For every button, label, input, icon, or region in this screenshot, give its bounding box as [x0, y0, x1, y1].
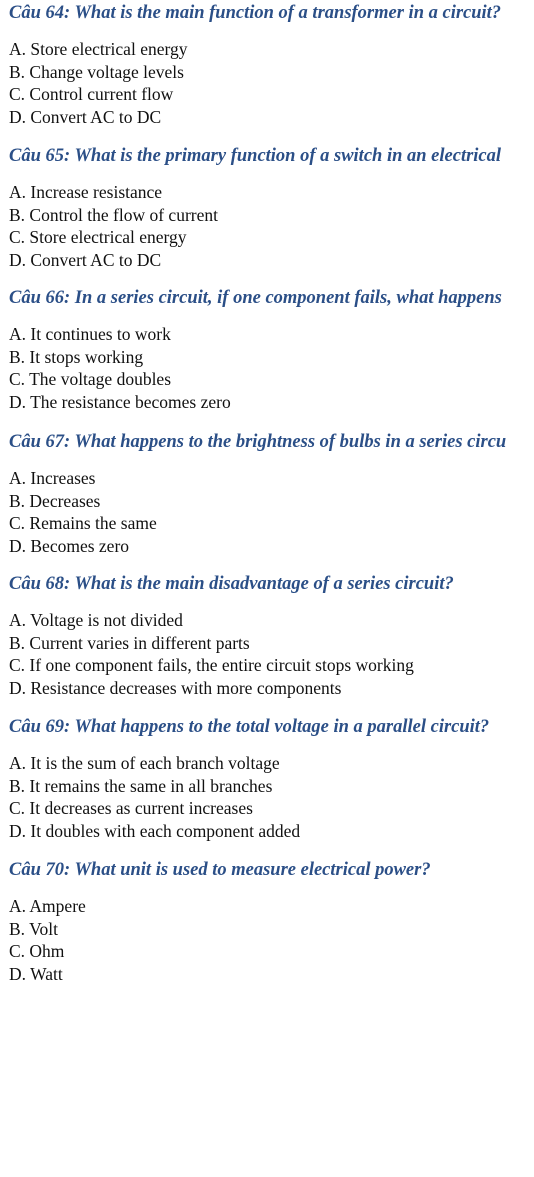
option-d[interactable]: D. Resistance decreases with more components [9, 678, 342, 699]
option-a[interactable]: A. Ampere [9, 896, 86, 916]
option-c[interactable]: C. Remains the same [9, 513, 157, 534]
option-b[interactable]: B. Change voltage levels [9, 61, 184, 82]
option-c[interactable]: C. Control current flow [9, 84, 174, 105]
option-a[interactable]: A. Increases [9, 468, 96, 488]
question-title: Câu 69: What happens to the total voltage in a parallel circuit? [9, 717, 490, 737]
option-d[interactable]: D. Convert AC to DC [9, 107, 162, 128]
option-a[interactable]: A. Increase resistance [9, 182, 163, 202]
option-b[interactable]: B. Decreases [9, 490, 101, 511]
question-title: Câu 65: What is the primary function of a switch in an electrical [9, 146, 502, 166]
question-title: Câu 67: What happens to the brightness of bulbs in a series circu [9, 432, 507, 452]
option-a[interactable]: A. It is the sum of each branch voltage [9, 753, 280, 773]
option-list [9, 752, 534, 843]
question-title: Câu 70: What unit is used to measure electrical power? [9, 860, 431, 880]
option-list [9, 609, 534, 700]
option-a[interactable]: A. Store electrical energy [9, 39, 188, 59]
question-title: Câu 64: What is the main function of a transformer in a circuit? [9, 3, 502, 23]
option-a[interactable]: A. Voltage is not divided [9, 610, 183, 630]
option-a[interactable]: A. It continues to work [9, 324, 171, 344]
question-68 [9, 573, 534, 700]
option-c[interactable]: C. If one component fails, the entire circuit stops working [9, 655, 414, 676]
option-list [9, 323, 534, 414]
question-66 [9, 287, 534, 414]
question-70 [9, 859, 534, 986]
option-c[interactable]: C. Store electrical energy [9, 227, 187, 248]
option-c[interactable]: C. Ohm [9, 941, 65, 962]
option-c[interactable]: C. It decreases as current increases [9, 798, 253, 819]
option-list [9, 181, 534, 272]
question-69 [9, 716, 534, 843]
option-d[interactable]: D. It doubles with each component added [9, 821, 301, 842]
question-65 [9, 145, 534, 272]
option-b[interactable]: B. It stops working [9, 346, 144, 367]
question-64 [9, 2, 534, 129]
option-b[interactable]: B. Control the flow of current [9, 204, 218, 225]
option-c[interactable]: C. The voltage doubles [9, 369, 172, 390]
option-d[interactable]: D. Convert AC to DC [9, 250, 162, 271]
option-b[interactable]: B. It remains the same in all branches [9, 775, 273, 796]
question-title: Câu 68: What is the main disadvantage of a series circuit? [9, 574, 454, 594]
option-b[interactable]: B. Current varies in different parts [9, 632, 250, 653]
option-list [9, 895, 534, 986]
option-b[interactable]: B. Volt [9, 918, 58, 939]
question-title: Câu 66: In a series circuit, if one component fails, what happens [9, 288, 502, 308]
option-d[interactable]: D. The resistance becomes zero [9, 392, 231, 413]
option-list [9, 38, 534, 129]
option-list [9, 467, 534, 558]
option-d[interactable]: D. Watt [9, 964, 63, 985]
option-d[interactable]: D. Becomes zero [9, 536, 130, 557]
question-67 [9, 431, 534, 558]
